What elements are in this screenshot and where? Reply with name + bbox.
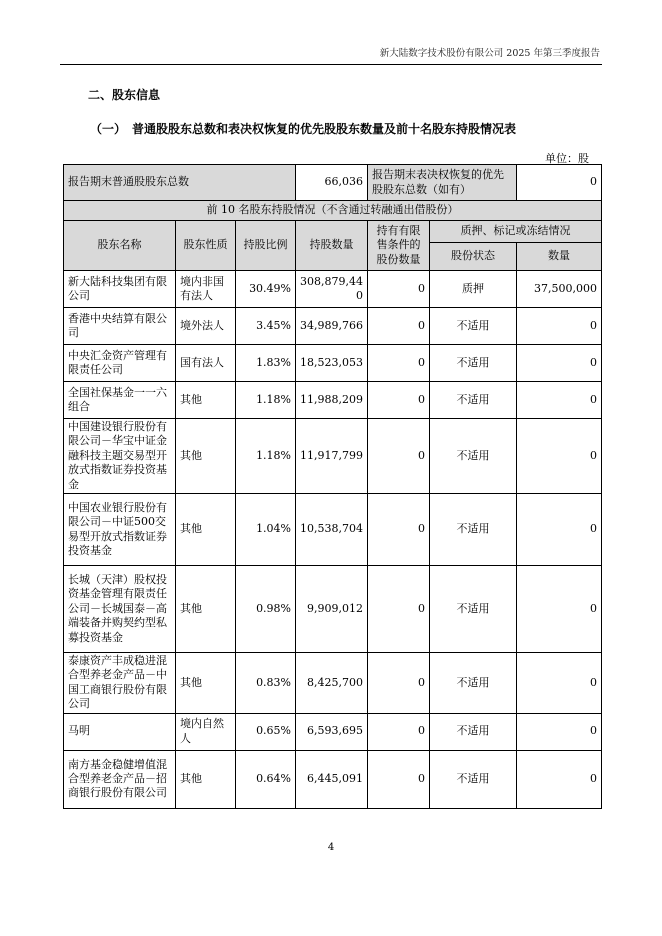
cell-amount: 0 (517, 419, 602, 494)
cell-name: 新大陆科技集团有限公司 (64, 271, 176, 308)
preferred-holders-label: 报告期末表决权恢复的优先股股东总数（如有） (368, 165, 517, 201)
cell-nature: 国有法人 (176, 345, 236, 382)
cell-amount: 0 (517, 382, 602, 419)
cell-ratio: 3.45% (236, 308, 296, 345)
cell-name: 中央汇金资产管理有限责任公司 (64, 345, 176, 382)
cell-restricted: 0 (368, 419, 430, 494)
cell-amount: 0 (517, 308, 602, 345)
cell-status: 不适用 (430, 566, 517, 653)
cell-amount: 0 (517, 750, 602, 808)
cell-restricted: 0 (368, 750, 430, 808)
cell-nature: 境内非国有法人 (176, 271, 236, 308)
cell-status: 不适用 (430, 308, 517, 345)
summary-row (64, 165, 602, 201)
cell-restricted: 0 (368, 382, 430, 419)
cell-amount: 37,500,000 (517, 271, 602, 308)
cell-ratio: 30.49% (236, 271, 296, 308)
cell-name: 中国建设银行股份有限公司－华宝中证金融科技主题交易型开放式指数证券投资基金 (64, 419, 176, 494)
cell-status: 不适用 (430, 713, 517, 750)
cell-restricted: 0 (368, 653, 430, 714)
table-row (64, 271, 602, 308)
cell-status: 不适用 (430, 494, 517, 566)
cell-shares: 6,593,695 (296, 713, 368, 750)
col-header-pledge-group: 质押、标记或冻结情况 (430, 221, 602, 243)
cell-amount: 0 (517, 345, 602, 382)
cell-name: 全国社保基金一一六组合 (64, 382, 176, 419)
cell-ratio: 1.83% (236, 345, 296, 382)
table-row (64, 494, 602, 566)
cell-ratio: 0.83% (236, 653, 296, 714)
table-row (64, 750, 602, 808)
header-row-1 (64, 221, 602, 243)
table-row (64, 653, 602, 714)
preferred-holders-value: 0 (517, 165, 602, 201)
cell-ratio: 0.64% (236, 750, 296, 808)
cell-nature: 其他 (176, 494, 236, 566)
top10-title-row (64, 201, 602, 221)
col-header-restricted: 持有有限售条件的股份数量 (368, 221, 430, 271)
col-header-nature: 股东性质 (176, 221, 236, 271)
cell-nature: 境内自然人 (176, 713, 236, 750)
table-row (64, 713, 602, 750)
cell-name: 中国农业银行股份有限公司－中证500交易型开放式指数证券投资基金 (64, 494, 176, 566)
cell-status: 不适用 (430, 419, 517, 494)
cell-nature: 其他 (176, 566, 236, 653)
cell-status: 不适用 (430, 750, 517, 808)
cell-ratio: 0.98% (236, 566, 296, 653)
cell-nature: 其他 (176, 653, 236, 714)
section-title: 二、股东信息 (88, 88, 161, 102)
cell-restricted: 0 (368, 271, 430, 308)
cell-restricted: 0 (368, 308, 430, 345)
cell-ratio: 1.04% (236, 494, 296, 566)
page-number: 4 (327, 842, 335, 853)
cell-name: 长城（天津）股权投资基金管理有限责任公司－长城国泰－高端装备并购契约型私募投资基金 (64, 566, 176, 653)
table-row (64, 419, 602, 494)
cell-name: 南方基金稳健增值混合型养老金产品－招商银行股份有限公司 (64, 750, 176, 808)
cell-status: 不适用 (430, 653, 517, 714)
cell-amount: 0 (517, 713, 602, 750)
report-header: 新大陆数字技术股份有限公司 2025 年第三季度报告 (379, 48, 600, 59)
cell-restricted: 0 (368, 566, 430, 653)
cell-shares: 308,879,440 (296, 271, 368, 308)
subsection-title: （一） 普通股股东总数和表决权恢复的优先股股东数量及前十名股东持股情况表 (90, 122, 517, 136)
cell-nature: 其他 (176, 419, 236, 494)
cell-ratio: 1.18% (236, 419, 296, 494)
cell-restricted: 0 (368, 494, 430, 566)
top10-title: 前 10 名股东持股情况（不含通过转融通出借股份） (64, 201, 602, 221)
cell-name: 香港中央结算有限公司 (64, 308, 176, 345)
cell-nature: 境外法人 (176, 308, 236, 345)
cell-shares: 6,445,091 (296, 750, 368, 808)
cell-shares: 9,909,012 (296, 566, 368, 653)
cell-ratio: 0.65% (236, 713, 296, 750)
cell-nature: 其他 (176, 382, 236, 419)
cell-shares: 18,523,053 (296, 345, 368, 382)
col-header-name: 股东名称 (64, 221, 176, 271)
col-header-shares: 持股数量 (296, 221, 368, 271)
table-row (64, 308, 602, 345)
common-holders-value: 66,036 (296, 165, 368, 201)
cell-shares: 34,989,766 (296, 308, 368, 345)
cell-restricted: 0 (368, 345, 430, 382)
cell-name: 泰康资产丰成稳进混合型养老金产品－中国工商银行股份有限公司 (64, 653, 176, 714)
table-row (64, 345, 602, 382)
cell-restricted: 0 (368, 713, 430, 750)
cell-ratio: 1.18% (236, 382, 296, 419)
table-row (64, 382, 602, 419)
col-header-status: 股份状态 (430, 243, 517, 271)
cell-status: 不适用 (430, 382, 517, 419)
cell-status: 不适用 (430, 345, 517, 382)
cell-shares: 11,988,209 (296, 382, 368, 419)
cell-amount: 0 (517, 653, 602, 714)
cell-amount: 0 (517, 494, 602, 566)
common-holders-label: 报告期末普通股股东总数 (64, 165, 296, 201)
header-divider (60, 64, 602, 65)
col-header-amount: 数量 (517, 243, 602, 271)
cell-amount: 0 (517, 566, 602, 653)
col-header-ratio: 持股比例 (236, 221, 296, 271)
cell-status: 质押 (430, 271, 517, 308)
table-row (64, 566, 602, 653)
unit-label: 单位：股 (545, 152, 589, 165)
cell-name: 马明 (64, 713, 176, 750)
cell-nature: 其他 (176, 750, 236, 808)
cell-shares: 8,425,700 (296, 653, 368, 714)
cell-shares: 11,917,799 (296, 419, 368, 494)
shareholder-table (63, 164, 602, 809)
cell-shares: 10,538,704 (296, 494, 368, 566)
